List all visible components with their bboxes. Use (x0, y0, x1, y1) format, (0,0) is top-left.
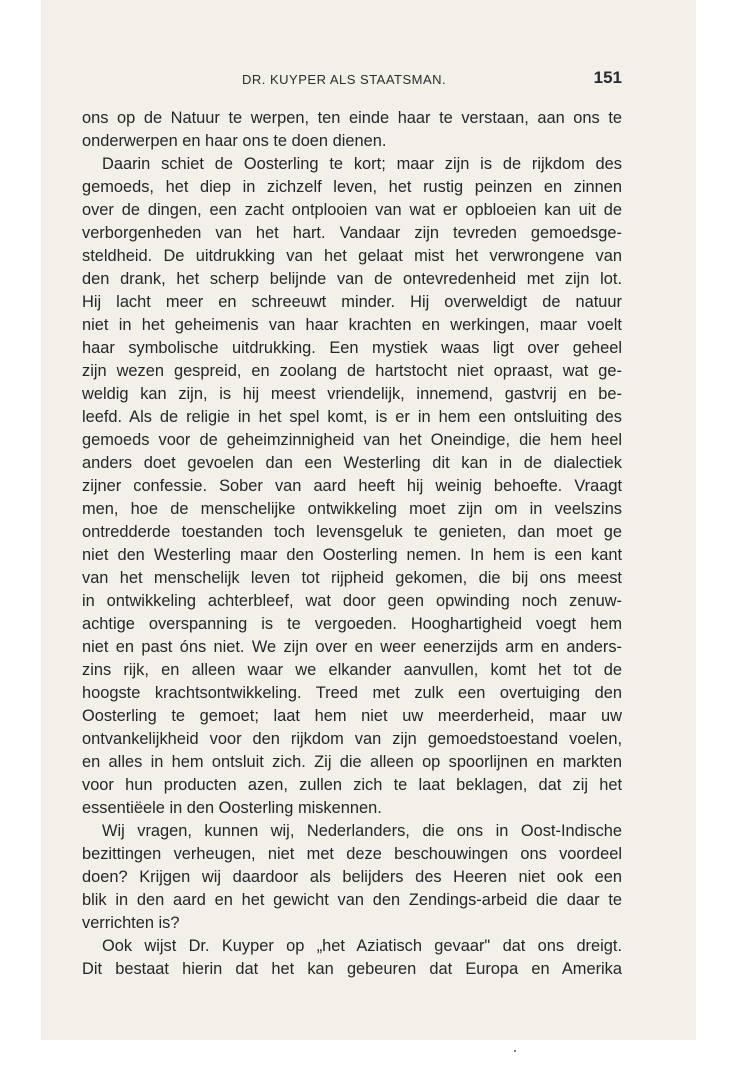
text-line: essentiëele in den Oosterling miskennen. (82, 799, 382, 817)
page-number: 151 (593, 68, 622, 87)
text-line: Hij lacht meer en schreeuwt minder. Hij overweldigt de natuur (82, 293, 622, 311)
text-line: voor hun producten azen, zullen zich te laat beklagen, dat zij het (82, 776, 622, 794)
body-text (82, 107, 622, 981)
text-line: van het menschelijk leven tot rijpheid gekomen, die bij ons meest (82, 569, 622, 587)
text-line: zins rijk, en alleen waar we elkander aanvullen, komt het tot de (82, 661, 622, 679)
text-line: onderwerpen en haar ons te doen dienen. (82, 132, 387, 150)
text-line: verrichten is? (82, 914, 180, 932)
text-line: gemoeds voor de geheimzinnigheid van het Oneindige, die hem heel (82, 431, 622, 449)
text-line: leefd. Als de religie in het spel komt, is er in hem een ontsluiting des (82, 408, 622, 426)
running-head: DR. KUYPER ALS STAATSMAN. (242, 72, 447, 87)
text-line: Oosterling te gemoet; laat hem niet uw meerderheid, maar uw (82, 707, 622, 725)
text-line: zijn wezen gespreid, en zoolang de hartstocht niet opraast, wat ge- (82, 362, 622, 380)
text-line: blik in den aard en het gewicht van den Zendings-arbeid die daar te (82, 891, 622, 909)
text-line: verborgenheden van het hart. Vandaar zijn tevreden gemoedsge- (82, 224, 622, 242)
text-line: gemoeds, het diep in zichzelf leven, het rustig peinzen en zinnen (82, 178, 622, 196)
text-line: niet in het geheimenis van haar krachten en werkingen, maar voelt (82, 316, 622, 334)
text-line: anders doet gevoelen dan een Westerling dit kan in de dialectiek (82, 454, 622, 472)
text-line: in ontwikkeling achterbleef, wat door geen opwinding noch zenuw- (82, 592, 622, 610)
text-line: niet den Westerling maar den Oosterling nemen. In hem is een kant (82, 546, 622, 564)
text-line: weldig kan zijn, is hij meest vriendelijk, innemend, gastvrij en be- (82, 385, 622, 403)
text-line: Wij vragen, kunnen wij, Nederlanders, die ons in Oost-Indische (102, 822, 622, 840)
text-line: Daarin schiet de Oosterling te kort; maar zijn is de rijkdom des (102, 155, 622, 173)
text-line: ons op de Natuur te werpen, ten einde haar te verstaan, aan ons te (82, 109, 622, 127)
text-line: den drank, het scherp belijnde van de ontevredenheid met zijn lot. (82, 270, 622, 288)
text-line: over de dingen, een zacht ontplooien van wat er opbloeien kan uit de (82, 201, 622, 219)
page-header (82, 68, 622, 92)
text-line: men, hoe de menschelijke ontwikkeling moet zijn om in veelszins (82, 500, 622, 518)
text-line: steldheid. De uitdrukking van het gelaat mist het verwrongene van (82, 247, 622, 265)
print-speck (514, 1050, 516, 1052)
text-line: ontredderde toestanden toch levensgeluk te genieten, dan moet ge (82, 523, 622, 541)
text-line: niet en past óns niet. We zijn over en weer eenerzijds arm en anders- (82, 638, 622, 656)
text-line: hoogste krachtsontwikkeling. Treed met zulk een overtuiging den (82, 684, 622, 702)
text-line: bezittingen verheugen, niet met deze beschouwingen ons voordeel (82, 845, 622, 863)
text-line: en alles in hem ontsluit zich. Zij die alleen op spoorlijnen en markten (82, 753, 622, 771)
text-line: ontvankelijkheid voor den rijkdom van zijn gemoedstoestand voelen, (82, 730, 622, 748)
text-line: zijner confessie. Sober van aard heeft hij weinig behoefte. Vraagt (82, 477, 622, 495)
text-line: haar symbolische uitdrukking. Een mystiek waas ligt over geheel (82, 339, 622, 357)
text-line: Dit bestaat hierin dat het kan gebeuren dat Europa en Amerika (82, 960, 622, 978)
text-line: doen? Krijgen wij daardoor als belijders des Heeren niet ook een (82, 868, 622, 886)
text-line: Ook wijst Dr. Kuyper op „het Aziatisch gevaar" dat ons dreigt. (102, 937, 622, 955)
text-line: achtige overspanning is te vergoeden. Hooghartigheid voegt hem (82, 615, 622, 633)
